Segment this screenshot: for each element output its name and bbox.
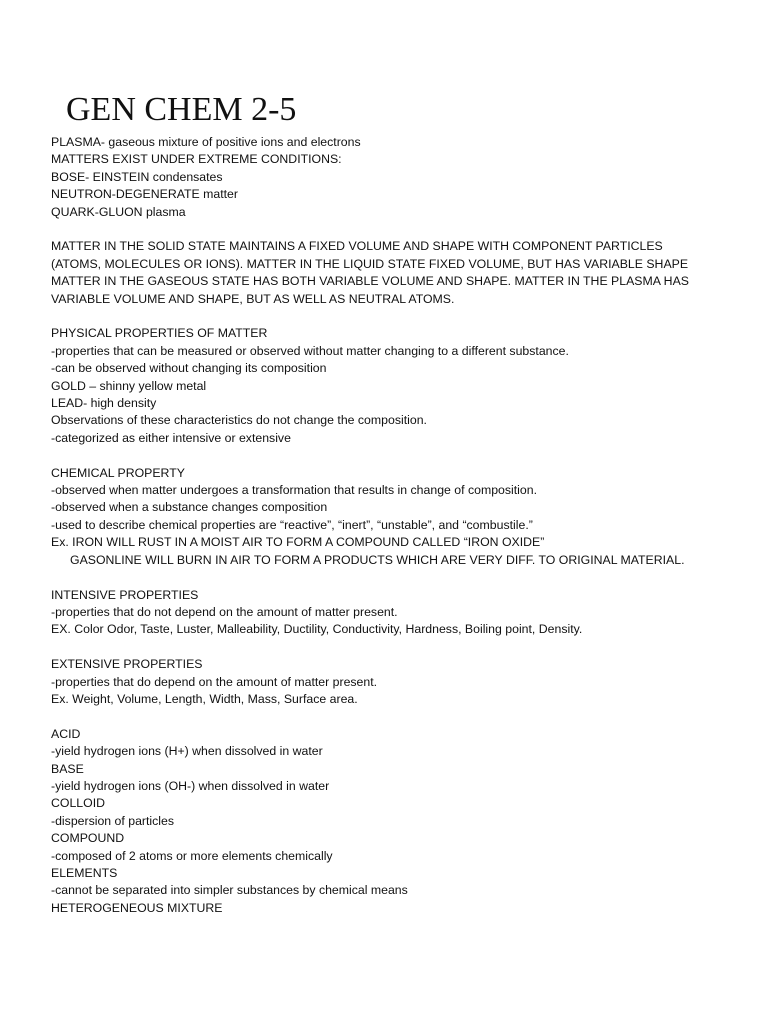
text-line: CHEMICAL PROPERTY bbox=[51, 465, 185, 480]
text-line: -used to describe chemical properties are “reactive”, “inert”, “unstable”, and “combustile.” bbox=[51, 517, 533, 532]
text-line: GASONLINE WILL BURN IN AIR TO FORM A PRODUCTS WHICH ARE VERY DIFF. TO ORIGINAL MATERIAL. bbox=[70, 552, 685, 567]
text-line: PLASMA- gaseous mixture of positive ions and electrons bbox=[51, 135, 361, 149]
text-line: -cannot be separated into simpler substances by chemical means bbox=[51, 883, 408, 898]
text-line: -properties that do depend on the amount of matter present. bbox=[51, 674, 378, 689]
text-line: -observed when matter undergoes a transformation that results in change of composition. bbox=[51, 483, 537, 498]
text-line: EX. Color Odor, Taste, Luster, Malleability, Ductility, Conductivity, Hardness, Boiling point, Density. bbox=[51, 622, 583, 637]
text-line: -dispersion of particles bbox=[51, 813, 175, 828]
document-section bbox=[51, 325, 751, 447]
document-section bbox=[51, 587, 751, 639]
text-line: MATTERS EXIST UNDER EXTREME CONDITIONS: bbox=[51, 152, 342, 167]
text-line: VARIABLE VOLUME AND SHAPE, BUT AS WELL AS NEUTRAL ATOMS. bbox=[51, 291, 455, 306]
text-line: BASE bbox=[51, 761, 84, 776]
text-line: INTENSIVE PROPERTIES bbox=[51, 587, 199, 602]
text-line: -properties that can be measured or observed without matter changing to a different substance. bbox=[51, 343, 569, 358]
text-line: COLLOID bbox=[51, 796, 105, 811]
document-section bbox=[51, 238, 751, 308]
document-body bbox=[51, 134, 751, 935]
document-section bbox=[51, 134, 751, 221]
text-line: ELEMENTS bbox=[51, 865, 118, 880]
text-line: -can be observed without changing its composition bbox=[51, 361, 327, 376]
text-line: -observed when a substance changes composition bbox=[51, 500, 328, 515]
text-line: EXTENSIVE PROPERTIES bbox=[51, 657, 203, 672]
text-line: -yield hydrogen ions (H+) when dissolved in water bbox=[51, 744, 323, 759]
document-section bbox=[51, 726, 751, 917]
text-line: Observations of these characteristics do not change the composition. bbox=[51, 413, 427, 428]
text-line: ACID bbox=[51, 726, 81, 741]
text-line: BOSE- EINSTEIN condensates bbox=[51, 169, 223, 184]
text-line: (ATOMS, MOLECULES OR IONS). MATTER IN THE LIQUID STATE FIXED VOLUME, BUT HAS VARIABLE SHAPE bbox=[51, 256, 689, 271]
text-line: LEAD- high density bbox=[51, 396, 157, 411]
text-line: Ex. Weight, Volume, Length, Width, Mass, Surface area. bbox=[51, 691, 358, 706]
text-line: MATTER IN THE GASEOUS STATE HAS BOTH VARIABLE VOLUME AND SHAPE. MATTER IN THE PLASMA HAS bbox=[51, 274, 689, 289]
text-line: -properties that do not depend on the amount of matter present. bbox=[51, 604, 398, 619]
text-line: -categorized as either intensive or extensive bbox=[51, 430, 291, 445]
text-line: MATTER IN THE SOLID STATE MAINTAINS A FIXED VOLUME AND SHAPE WITH COMPONENT PARTICLES bbox=[51, 239, 663, 254]
text-line: -yield hydrogen ions (OH-) when dissolved in water bbox=[51, 778, 330, 793]
text-line: GOLD – shinny yellow metal bbox=[51, 378, 207, 393]
text-line: HETEROGENEOUS MIXTURE bbox=[51, 900, 223, 915]
document-section bbox=[51, 656, 751, 708]
text-line: NEUTRON-DEGENERATE matter bbox=[51, 187, 238, 202]
document-section bbox=[51, 465, 751, 569]
text-line: -composed of 2 atoms or more elements chemically bbox=[51, 848, 333, 863]
text-line: QUARK-GLUON plasma bbox=[51, 204, 186, 219]
text-line: Ex. IRON WILL RUST IN A MOIST AIR TO FORM A COMPOUND CALLED “IRON OXIDE” bbox=[51, 535, 545, 550]
page-title: GEN CHEM 2-5 bbox=[66, 91, 297, 128]
text-line: PHYSICAL PROPERTIES OF MATTER bbox=[51, 326, 268, 341]
text-line: COMPOUND bbox=[51, 831, 125, 846]
